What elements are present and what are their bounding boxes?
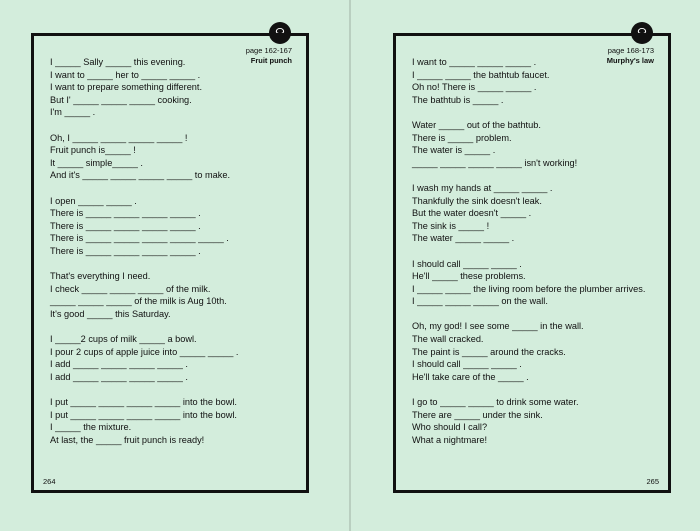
sentence-line: That's everything I need.: [50, 271, 151, 282]
sentence-line: I _____ the mixture.: [50, 422, 132, 433]
sentence-line: I wash my hands at _____ _____ .: [412, 182, 553, 193]
stanza-gap: [412, 308, 660, 321]
sentence-line: I go to _____ _____ to drink some water.: [412, 397, 579, 408]
page-number: 264: [43, 477, 56, 486]
stanza-gap: [50, 119, 298, 132]
sentence-line: I _____ Sally _____ this evening.: [50, 57, 186, 67]
sentence-line: There are _____ under the sink.: [412, 409, 543, 420]
sentence-line: There is _____ _____ _____ _____ .: [50, 208, 201, 219]
sentence-line: Oh, my god! I see some _____ in the wall.: [412, 321, 584, 332]
sentence-line: Oh no! There is _____ _____ .: [412, 82, 537, 93]
stanza-gap: [50, 182, 298, 195]
sentence-line: Oh, I _____ _____ _____ _____ !: [50, 132, 188, 143]
exercise-box: [31, 33, 309, 493]
sentence-line: I _____2 cups of milk _____ a bowl.: [50, 334, 197, 345]
stanza-gap: [412, 383, 660, 396]
sentence-line: I'm _____ .: [50, 107, 96, 118]
sentence-line: I open _____ _____ .: [50, 195, 137, 206]
sentence-line: There is _____ _____ _____ _____ .: [50, 245, 201, 256]
sentence-line: I pour 2 cups of apple juice into _____ _____ .: [50, 346, 239, 357]
sentence-line: I want to _____ her to _____ _____ .: [50, 69, 201, 80]
sentence-line: What a nightmare!: [412, 434, 488, 445]
sentence-line: I add _____ _____ _____ _____ .: [50, 359, 188, 370]
sentence-line: Water _____ out of the bathtub.: [412, 119, 541, 130]
exercise-lines: [50, 56, 298, 446]
sentence-line: And it's _____ _____ _____ _____ to make.: [50, 170, 231, 181]
headphones-icon[interactable]: ☊: [631, 22, 653, 44]
sentence-line: The sink is _____ !: [412, 220, 490, 231]
page-number: 265: [646, 477, 659, 486]
sentence-line: I _____ _____ the living room before the plumber arrives.: [412, 283, 646, 294]
left-page: [0, 0, 349, 531]
sentence-line: I _____ _____ _____ on the wall.: [412, 296, 548, 307]
stanza-gap: [412, 169, 660, 182]
sentence-line: There is _____ _____ _____ _____ _____ .: [50, 233, 229, 244]
sentence-line: The bathtub is _____ .: [412, 94, 504, 105]
stanza-gap: [50, 320, 298, 333]
exercise-lines: [412, 56, 660, 446]
sentence-line: Fruit punch is_____ !: [50, 145, 136, 156]
sentence-line: There is _____ _____ _____ _____ .: [50, 220, 201, 231]
sentence-line: He'll _____ these problems.: [412, 271, 526, 282]
sentence-line: I want to _____ _____ _____ .: [412, 57, 537, 67]
stanza-gap: [412, 106, 660, 119]
sentence-line: The paint is _____ around the cracks.: [412, 346, 566, 357]
sentence-line: Thankfully the sink doesn't leak.: [412, 195, 542, 206]
stanza-gap: [412, 245, 660, 258]
sentence-line: Who should I call?: [412, 422, 488, 433]
sentence-line: I put _____ _____ _____ _____ into the bowl.: [50, 397, 237, 408]
headphones-icon[interactable]: ☊: [269, 22, 291, 44]
page-range: page 162-167: [245, 46, 292, 55]
sentence-line: I want to prepare something different.: [50, 82, 203, 93]
sentence-line: I should call _____ _____ .: [412, 258, 522, 269]
sentence-line: The wall cracked.: [412, 334, 484, 345]
stanza-gap: [50, 383, 298, 396]
sentence-line: But I' _____ _____ _____ cooking.: [50, 94, 192, 105]
sentence-line: It _____ simple_____ .: [50, 157, 143, 168]
sentence-line: I check _____ _____ _____ of the milk.: [50, 283, 211, 294]
exercise-box: [393, 33, 671, 493]
page-range: page 168-173: [607, 46, 654, 55]
sentence-line: I should call _____ _____ .: [412, 359, 522, 370]
sentence-line: The water _____ _____ .: [412, 233, 515, 244]
sentence-line: It's good _____ this Saturday.: [50, 308, 171, 319]
sentence-line: At last, the _____ fruit punch is ready!: [50, 434, 205, 445]
sentence-line: But the water doesn't _____ .: [412, 208, 532, 219]
exercise-title: Murphy's law: [606, 56, 654, 65]
sentence-line: There is _____ problem.: [412, 132, 512, 143]
right-page: [351, 0, 700, 531]
sentence-line: I _____ _____ the bathtub faucet.: [412, 69, 550, 80]
stanza-gap: [50, 258, 298, 271]
sentence-line: _____ _____ _____ _____ isn't working!: [412, 157, 578, 168]
sentence-line: I put _____ _____ _____ _____ into the bowl.: [50, 409, 237, 420]
sentence-line: I add _____ _____ _____ _____ .: [50, 371, 188, 382]
sentence-line: He'll take care of the _____ .: [412, 371, 529, 382]
sentence-line: The water is _____ .: [412, 145, 496, 156]
sentence-line: _____ _____ _____ of the milk is Aug 10th.: [50, 296, 227, 307]
exercise-title: Fruit punch: [250, 56, 292, 65]
